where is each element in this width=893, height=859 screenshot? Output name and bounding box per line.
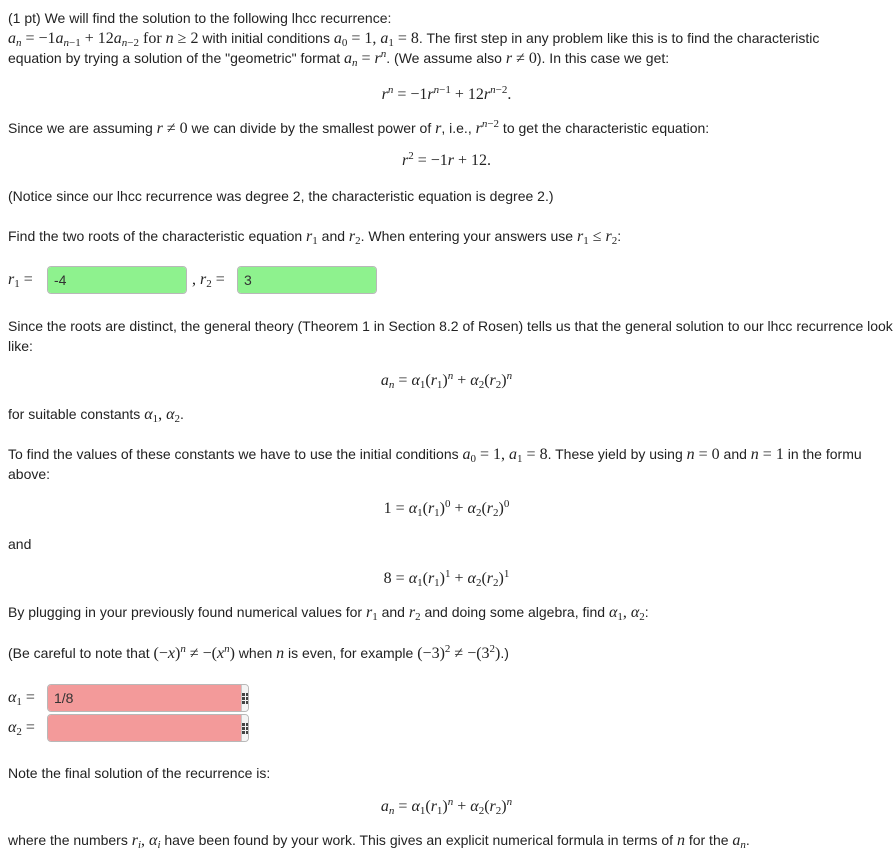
alpha1-equation-editor-button[interactable] bbox=[241, 685, 249, 711]
equation-geometric: $r^n = -1r^{n-1} + 12r^{n-2}$. bbox=[381, 84, 512, 103]
r1-label: $r_1$ = bbox=[8, 271, 33, 290]
r2-answer-field bbox=[237, 266, 377, 294]
r2-input[interactable] bbox=[238, 267, 377, 293]
alpha2-input[interactable] bbox=[48, 715, 241, 741]
initial-conditions: $a_0 = 1$, $a_1 = 8$ bbox=[333, 30, 419, 49]
alpha1-label: $\alpha_1$ = bbox=[8, 689, 35, 708]
general-solution-equation: $a_n = \alpha_1(r_1)^n + \alpha_2(r_2)^n$ bbox=[380, 370, 513, 391]
equation-n0: $1 = \alpha_1(r_1)^0 + \alpha_2(r_2)^0$ bbox=[383, 498, 510, 519]
grid-icon bbox=[242, 723, 249, 734]
initial-conditions-text: To find the values of these constants we have to use the initial conditions $a_0 = 1$, $a_1 = 8$. These yield by using n = 0 and n = 1 in the formu bbox=[8, 446, 862, 465]
suitable-constants-text: for suitable constants $\alpha_1$, $\alpha_2$. bbox=[8, 406, 184, 425]
notice-text: (Notice since our lhcc recurrence was degree 2, the characteristic equation is degree 2.) bbox=[8, 188, 554, 204]
alpha2-answer-field bbox=[47, 714, 249, 742]
r1-input[interactable] bbox=[48, 267, 187, 293]
alpha2-equation-editor-button[interactable] bbox=[241, 715, 249, 741]
careful-note: (Be careful to note that $(-x)^n \ne -(x^n)$ when n is even, for example $(-3)^2 \ne -(3^2)$.) bbox=[8, 643, 509, 662]
find-roots-text: Find the two roots of the characteristic equation $r_1$ and $r_2$. When entering your answers use $r_1 \le r_2$: bbox=[8, 228, 622, 247]
problem-intro-line2: $a_n = -1a_{n-1} + 12a_{n-2}$ for n ≥ 2 with initial conditions $a_0 = 1$, $a_1 = 8$. The first step in any problem like this is to find the characteristic bbox=[8, 30, 820, 49]
r1-answer-field bbox=[47, 266, 187, 294]
equation-n1: $8 = \alpha_1(r_1)^1 + \alpha_2(r_2)^1$ bbox=[383, 568, 510, 589]
divide-text: Since we are assuming r ≠ 0 we can divide by the smallest power of r, i.e., $r^{n-2}$ to get the characteristic equation: bbox=[8, 118, 710, 137]
grid-icon bbox=[242, 693, 249, 704]
characteristic-equation: $r^2 = -1r + 12$. bbox=[401, 150, 492, 169]
plugging-text: By plugging in your previously found numerical values for $r_1$ and $r_2$ and doing some algebra, find $\alpha_1$, $\alpha_2$: bbox=[8, 604, 649, 623]
recurrence-formula: $a_n = -1a_{n-1} + 12a_{n-2}$ for n ≥ 2 bbox=[8, 30, 199, 49]
alpha1-answer-field bbox=[47, 684, 249, 712]
r2-label: , $r_2$ = bbox=[192, 271, 225, 290]
distinct-roots-line1: Since the roots are distinct, the general theory (Theorem 1 in Section 8.2 of Rosen) tells us that the general solution to our lhcc recurrence look bbox=[8, 318, 893, 334]
and-text: and bbox=[8, 536, 32, 552]
where-text: where the numbers $r_i$, $\alpha_i$ have been found by your work. This gives an explicit numerical formula in terms of n for the $a_n$. bbox=[8, 832, 750, 851]
problem-intro-line3: equation by trying a solution of the "geometric" format $a_n = r^n$. (We assume also r ≠ 0). In this case we get: bbox=[8, 48, 670, 69]
problem-intro-line1: (1 pt) We will find the solution to the following lhcc recurrence: bbox=[8, 10, 392, 26]
alpha1-input[interactable] bbox=[48, 685, 241, 711]
final-solution-equation: $a_n = \alpha_1(r_1)^n + \alpha_2(r_2)^n$ bbox=[380, 796, 513, 817]
note-final-text: Note the final solution of the recurrence is: bbox=[8, 765, 271, 781]
alpha2-label: $\alpha_2$ = bbox=[8, 719, 35, 738]
initial-conditions-line2: above: bbox=[8, 466, 51, 482]
distinct-roots-line2: like: bbox=[8, 338, 33, 354]
